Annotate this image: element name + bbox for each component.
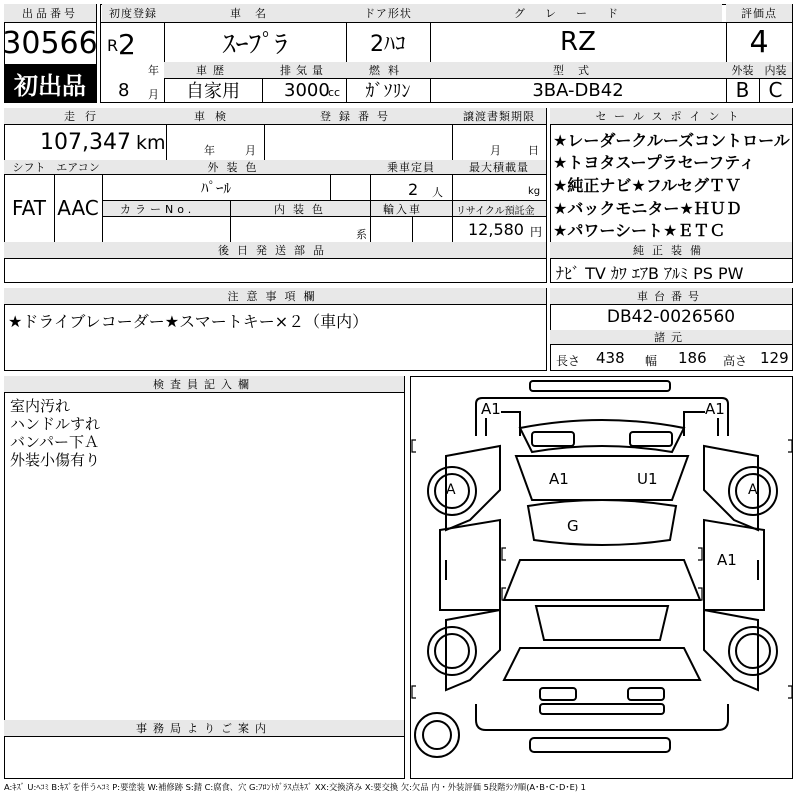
displacement-label: 排気量 bbox=[262, 62, 346, 78]
score-label: 評価点 bbox=[726, 4, 792, 22]
sales-point-item: ★パワーシート★ＥＴＣ bbox=[553, 221, 726, 240]
chassis-label: 車台番号 bbox=[550, 288, 792, 304]
diagram-spare-wheel bbox=[415, 713, 459, 757]
shift-label: シフト bbox=[4, 160, 54, 174]
height-label: 高さ bbox=[723, 354, 748, 368]
car-name: ｽｰﾌﾟﾗ bbox=[222, 29, 288, 60]
lot-number: 30566 bbox=[2, 25, 98, 61]
capacity-unit: 人 bbox=[432, 186, 443, 199]
diagram-windshield bbox=[520, 420, 684, 452]
equipment-label: 純正装備 bbox=[550, 242, 792, 258]
ext-color-label: 外装色 bbox=[102, 160, 370, 174]
history: 自家用 bbox=[186, 81, 240, 102]
int-color-label: 内装色 bbox=[274, 203, 331, 216]
lot-number-label: 出品番号 bbox=[4, 4, 96, 22]
recycle-unit: 円 bbox=[530, 225, 543, 239]
mark-door-right: A1 bbox=[717, 551, 737, 569]
max-load-label: 最大積載量 bbox=[452, 160, 546, 174]
year-unit: 年 bbox=[148, 64, 159, 77]
diagram-rear-outline bbox=[476, 704, 728, 730]
aircon: AAC bbox=[57, 196, 99, 220]
length: 438 bbox=[596, 349, 625, 367]
inspector-note: バンパー下Ａ bbox=[10, 433, 99, 451]
mark-front-right: A1 bbox=[705, 400, 725, 418]
interior-grade-label: 内装 bbox=[759, 62, 792, 78]
mark-hood-left: A1 bbox=[549, 470, 569, 488]
mileage: 107,347 bbox=[40, 130, 131, 155]
first-reg-year: 2 bbox=[118, 28, 136, 61]
length-label: 長さ bbox=[556, 354, 581, 368]
model-code: 3BA-DB42 bbox=[532, 79, 624, 101]
notes-label: 注意事項欄 bbox=[4, 288, 546, 304]
shift: FAT bbox=[11, 196, 46, 220]
fuel-label: 燃料 bbox=[346, 62, 430, 78]
mileage-label: 走行 bbox=[4, 108, 166, 124]
recycle-deposit: 12,580 bbox=[468, 220, 524, 239]
inspector-note: ハンドルすれ bbox=[10, 415, 101, 433]
diagram-cabin bbox=[516, 456, 688, 500]
notes-text: ★ドライブレコーダー★スマートキー×２（車内） bbox=[8, 312, 369, 331]
mark-wheel-right: A bbox=[748, 482, 758, 498]
equipment-list: ﾅﾋﾞ TV ｶﾜ ｴｱB ｱﾙﾐ PS PW bbox=[556, 264, 744, 283]
diagram-front-outline bbox=[476, 398, 728, 436]
dimensions-label: 諸元 bbox=[550, 330, 792, 344]
first-listing-badge: 初出品 bbox=[14, 71, 86, 100]
inspection-label: 車検 bbox=[166, 108, 264, 124]
overall-score: 4 bbox=[749, 24, 769, 60]
later-parts-label: 後日発送部品 bbox=[4, 242, 546, 258]
registration-label: 登録番号 bbox=[264, 108, 452, 124]
width: 186 bbox=[678, 349, 707, 367]
month-unit: 月 bbox=[148, 88, 159, 101]
first-reg-month: 8 bbox=[118, 80, 130, 101]
load-unit: kg bbox=[528, 186, 541, 197]
diagram-rear-bumper bbox=[530, 738, 670, 752]
grade: RZ bbox=[560, 27, 596, 57]
import-label: 輸入車 bbox=[383, 203, 422, 216]
grade-label: グレード bbox=[430, 4, 722, 22]
fuel: ｶﾞｿﾘﾝ bbox=[365, 81, 411, 102]
exterior-grade: B bbox=[735, 78, 750, 102]
inspector-note: 室内汚れ bbox=[10, 397, 71, 415]
mark-hood-right: U1 bbox=[637, 470, 658, 488]
inspection-year-unit: 年 bbox=[204, 144, 215, 157]
exterior-grade-label: 外装 bbox=[726, 62, 759, 78]
color-no-label: カラーNo. bbox=[120, 203, 196, 216]
transfer-month-unit: 月 bbox=[490, 144, 501, 157]
door-type-label: ドア形状 bbox=[346, 4, 430, 22]
diagram-front-bumper bbox=[530, 381, 670, 391]
capacity: 2 bbox=[408, 180, 419, 199]
inspector-label: 検査員記入欄 bbox=[4, 376, 404, 392]
displacement: 3000 bbox=[284, 80, 330, 101]
interior-grade: C bbox=[768, 78, 783, 102]
car-name-label: 車名 bbox=[164, 4, 346, 22]
inspection-month-unit: 月 bbox=[245, 144, 256, 157]
mark-roof: G bbox=[567, 517, 579, 535]
model-code-label: 型式 bbox=[430, 62, 726, 78]
sales-point-item: ★純正ナビ★フルセグＴＶ bbox=[553, 176, 742, 195]
recycle-label: リサイクル預託金 bbox=[456, 206, 535, 217]
first-reg-label: 初度登録 bbox=[102, 4, 164, 22]
transfer-day-unit: 日 bbox=[528, 144, 539, 157]
sales-point-item: ★レーダークルーズコントロール bbox=[553, 131, 790, 150]
mark-front-left: A1 bbox=[481, 400, 501, 418]
aircon-label: エアコン bbox=[54, 160, 102, 174]
transfer-deadline-label: 譲渡書類期限 bbox=[452, 108, 546, 124]
ext-color: ﾊﾟｰﾙ bbox=[200, 178, 231, 197]
legend: A:ｷｽﾞ U:ﾍｺﾐ B:ｷｽﾞを伴うﾍｺﾐ P:要塗装 W:補修跡 S:錆 C:腐食、穴 G:ﾌﾛﾝﾄｶﾞﾗｽ点ｷｽﾞ XX:交換済み X:要交換 欠:欠品 内・外装評価 5段階ﾗﾝｸ順(A･B･C･D･E) 1 bbox=[4, 782, 586, 792]
chassis-number: DB42-0026560 bbox=[606, 307, 736, 327]
office-notice-label: 事務局よりご案内 bbox=[4, 720, 404, 736]
inspector-note: 外装小傷有り bbox=[10, 451, 101, 469]
door-type: 2ﾊｺ bbox=[370, 31, 406, 57]
history-label: 車歴 bbox=[164, 62, 262, 78]
int-color-unit: 系 bbox=[356, 228, 367, 241]
era: R bbox=[107, 36, 119, 55]
width-label: 幅 bbox=[645, 354, 658, 368]
sales-point-item: ★トヨタスープラセーフティ bbox=[553, 153, 756, 172]
sales-point-item: ★バックモニター★ＨＵＤ bbox=[553, 199, 742, 218]
sales-points-label: セールスポイント bbox=[550, 108, 792, 124]
mileage-unit: km bbox=[136, 132, 166, 154]
capacity-label: 乗車定員 bbox=[370, 160, 452, 174]
diagram-roof bbox=[528, 500, 676, 545]
height: 129 bbox=[760, 349, 789, 367]
displacement-unit: cc bbox=[328, 86, 341, 99]
mark-wheel-left: A bbox=[446, 482, 456, 498]
